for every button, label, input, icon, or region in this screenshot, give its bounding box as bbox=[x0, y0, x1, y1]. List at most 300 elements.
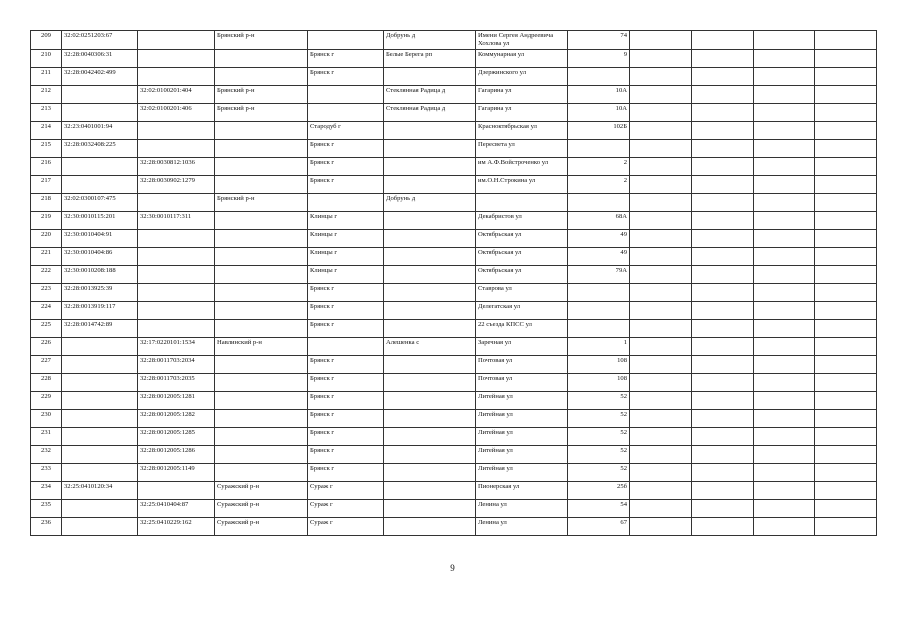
row-number-cell: 229 bbox=[31, 392, 62, 410]
cadastral-number-cell bbox=[62, 158, 138, 176]
locality-cell: Белые Берега рп bbox=[384, 50, 476, 68]
empty-cell bbox=[815, 158, 877, 176]
locality-cell bbox=[384, 320, 476, 338]
empty-cell bbox=[815, 86, 877, 104]
street-cell: Октябрьская ул bbox=[476, 266, 568, 284]
table-row bbox=[31, 248, 877, 266]
district-cell bbox=[215, 158, 308, 176]
cadastral-number-cell: 32:28:0013925:39 bbox=[62, 284, 138, 302]
empty-cell bbox=[815, 338, 877, 356]
empty-cell bbox=[815, 140, 877, 158]
house-number-cell: 67 bbox=[568, 518, 630, 536]
table-row bbox=[31, 122, 877, 140]
district-cell: Брянский р-н bbox=[215, 194, 308, 212]
cadastral-number-2-cell bbox=[138, 302, 215, 320]
street-cell: Октябрьская ул bbox=[476, 230, 568, 248]
table-row bbox=[31, 140, 877, 158]
empty-cell bbox=[754, 104, 815, 122]
table-row bbox=[31, 374, 877, 392]
cadastral-number-cell: 32:02:0300107:475 bbox=[62, 194, 138, 212]
district-cell: Суражский р-н bbox=[215, 500, 308, 518]
locality-cell bbox=[384, 212, 476, 230]
district-cell bbox=[215, 320, 308, 338]
house-number-cell: 1 bbox=[568, 338, 630, 356]
empty-cell bbox=[754, 302, 815, 320]
city-cell bbox=[308, 104, 384, 122]
table-row bbox=[31, 284, 877, 302]
cadastral-number-2-cell: 32:28:0011703:2035 bbox=[138, 374, 215, 392]
cadastral-number-2-cell: 32:25:0410404:87 bbox=[138, 500, 215, 518]
empty-cell bbox=[630, 410, 692, 428]
row-number-cell: 227 bbox=[31, 356, 62, 374]
locality-cell bbox=[384, 410, 476, 428]
empty-cell bbox=[630, 140, 692, 158]
empty-cell bbox=[754, 212, 815, 230]
row-number-cell: 217 bbox=[31, 176, 62, 194]
city-cell: Клинцы г bbox=[308, 230, 384, 248]
empty-cell bbox=[815, 194, 877, 212]
empty-cell bbox=[754, 68, 815, 86]
empty-cell bbox=[754, 410, 815, 428]
street-cell: им А.Ф.Войстроченко ул bbox=[476, 158, 568, 176]
district-cell bbox=[215, 374, 308, 392]
district-cell bbox=[215, 230, 308, 248]
locality-cell: Стеклянная Радица д bbox=[384, 86, 476, 104]
empty-cell bbox=[630, 194, 692, 212]
empty-cell bbox=[815, 320, 877, 338]
locality-cell bbox=[384, 140, 476, 158]
locality-cell bbox=[384, 68, 476, 86]
empty-cell bbox=[692, 266, 754, 284]
locality-cell bbox=[384, 284, 476, 302]
street-cell: Литейная ул bbox=[476, 428, 568, 446]
empty-cell bbox=[754, 338, 815, 356]
city-cell: Стародуб г bbox=[308, 122, 384, 140]
empty-cell bbox=[692, 212, 754, 230]
empty-cell bbox=[754, 446, 815, 464]
empty-cell bbox=[692, 518, 754, 536]
house-number-cell: 102Б bbox=[568, 122, 630, 140]
cadastral-number-cell bbox=[62, 374, 138, 392]
empty-cell bbox=[815, 212, 877, 230]
table-row bbox=[31, 158, 877, 176]
empty-cell bbox=[815, 266, 877, 284]
row-number-cell: 235 bbox=[31, 500, 62, 518]
house-number-cell bbox=[568, 302, 630, 320]
cadastral-number-cell: 32:23:0401001:94 bbox=[62, 122, 138, 140]
cadastral-number-cell bbox=[62, 500, 138, 518]
cadastral-number-cell bbox=[62, 410, 138, 428]
district-cell bbox=[215, 410, 308, 428]
empty-cell bbox=[815, 302, 877, 320]
empty-cell bbox=[630, 518, 692, 536]
table-row bbox=[31, 212, 877, 230]
locality-cell bbox=[384, 374, 476, 392]
district-cell bbox=[215, 392, 308, 410]
empty-cell bbox=[754, 266, 815, 284]
row-number-cell: 225 bbox=[31, 320, 62, 338]
house-number-cell: 52 bbox=[568, 392, 630, 410]
city-cell bbox=[308, 31, 384, 50]
cadastral-number-cell bbox=[62, 86, 138, 104]
house-number-cell: 79А bbox=[568, 266, 630, 284]
empty-cell bbox=[815, 518, 877, 536]
cadastral-number-cell: 32:25:0410120:34 bbox=[62, 482, 138, 500]
cadastral-number-2-cell: 32:28:0030812:1036 bbox=[138, 158, 215, 176]
district-cell bbox=[215, 446, 308, 464]
locality-cell bbox=[384, 446, 476, 464]
cadastral-number-cell bbox=[62, 176, 138, 194]
empty-cell bbox=[754, 356, 815, 374]
empty-cell bbox=[630, 320, 692, 338]
house-number-cell: 52 bbox=[568, 410, 630, 428]
cadastral-number-cell bbox=[62, 338, 138, 356]
city-cell: Брянск г bbox=[308, 374, 384, 392]
empty-cell bbox=[815, 428, 877, 446]
locality-cell: Добрунь д bbox=[384, 31, 476, 50]
empty-cell bbox=[692, 392, 754, 410]
house-number-cell: 10А bbox=[568, 104, 630, 122]
street-cell: Делегатская ул bbox=[476, 302, 568, 320]
empty-cell bbox=[692, 500, 754, 518]
district-cell: Брянский р-н bbox=[215, 86, 308, 104]
empty-cell bbox=[754, 158, 815, 176]
city-cell: Сураж г bbox=[308, 500, 384, 518]
house-number-cell: 10А bbox=[568, 86, 630, 104]
city-cell: Брянск г bbox=[308, 158, 384, 176]
district-cell bbox=[215, 266, 308, 284]
empty-cell bbox=[692, 194, 754, 212]
street-cell: Литейная ул bbox=[476, 410, 568, 428]
row-number-cell: 226 bbox=[31, 338, 62, 356]
table-row bbox=[31, 104, 877, 122]
city-cell: Брянск г bbox=[308, 356, 384, 374]
empty-cell bbox=[630, 158, 692, 176]
city-cell: Сураж г bbox=[308, 518, 384, 536]
empty-cell bbox=[815, 410, 877, 428]
house-number-cell bbox=[568, 68, 630, 86]
city-cell: Брянск г bbox=[308, 410, 384, 428]
street-cell: Ленина ул bbox=[476, 500, 568, 518]
city-cell: Брянск г bbox=[308, 50, 384, 68]
house-number-cell: 2 bbox=[568, 158, 630, 176]
house-number-cell: 108 bbox=[568, 374, 630, 392]
empty-cell bbox=[754, 374, 815, 392]
cadastral-number-2-cell bbox=[138, 31, 215, 50]
empty-cell bbox=[754, 320, 815, 338]
cadastral-number-2-cell bbox=[138, 284, 215, 302]
cadastral-number-cell: 32:28:0014742:89 bbox=[62, 320, 138, 338]
cadastral-number-2-cell bbox=[138, 230, 215, 248]
table-row bbox=[31, 482, 877, 500]
row-number-cell: 224 bbox=[31, 302, 62, 320]
city-cell: Брянск г bbox=[308, 320, 384, 338]
cadastral-number-2-cell: 32:28:0012005:1286 bbox=[138, 446, 215, 464]
street-cell: Литейная ул bbox=[476, 464, 568, 482]
empty-cell bbox=[630, 50, 692, 68]
row-number-cell: 210 bbox=[31, 50, 62, 68]
empty-cell bbox=[692, 158, 754, 176]
street-cell: Почтовая ул bbox=[476, 374, 568, 392]
district-cell bbox=[215, 248, 308, 266]
house-number-cell bbox=[568, 320, 630, 338]
row-number-cell: 214 bbox=[31, 122, 62, 140]
empty-cell bbox=[692, 86, 754, 104]
row-number-cell: 233 bbox=[31, 464, 62, 482]
empty-cell bbox=[754, 194, 815, 212]
table-row bbox=[31, 410, 877, 428]
empty-cell bbox=[630, 500, 692, 518]
empty-cell bbox=[692, 68, 754, 86]
empty-cell bbox=[692, 104, 754, 122]
row-number-cell: 220 bbox=[31, 230, 62, 248]
city-cell: Брянск г bbox=[308, 176, 384, 194]
empty-cell bbox=[692, 248, 754, 266]
table-row bbox=[31, 464, 877, 482]
locality-cell bbox=[384, 518, 476, 536]
empty-cell bbox=[754, 428, 815, 446]
table-row bbox=[31, 266, 877, 284]
city-cell: Брянск г bbox=[308, 140, 384, 158]
empty-cell bbox=[630, 464, 692, 482]
table-row bbox=[31, 428, 877, 446]
cadastral-number-cell: 32:30:0010208:188 bbox=[62, 266, 138, 284]
empty-cell bbox=[692, 410, 754, 428]
table-row bbox=[31, 338, 877, 356]
house-number-cell: 49 bbox=[568, 230, 630, 248]
city-cell: Брянск г bbox=[308, 446, 384, 464]
locality-cell bbox=[384, 248, 476, 266]
cadastral-number-cell: 32:28:0042402:499 bbox=[62, 68, 138, 86]
district-cell: Суражский р-н bbox=[215, 518, 308, 536]
empty-cell bbox=[630, 266, 692, 284]
city-cell: Брянск г bbox=[308, 68, 384, 86]
empty-cell bbox=[692, 50, 754, 68]
table-row bbox=[31, 392, 877, 410]
cadastral-number-2-cell: 32:17:0220101:1534 bbox=[138, 338, 215, 356]
empty-cell bbox=[754, 31, 815, 50]
empty-cell bbox=[754, 392, 815, 410]
city-cell: Брянск г bbox=[308, 302, 384, 320]
house-number-cell: 52 bbox=[568, 428, 630, 446]
locality-cell: Алешенка с bbox=[384, 338, 476, 356]
district-cell bbox=[215, 68, 308, 86]
cadastral-number-cell bbox=[62, 518, 138, 536]
cadastral-number-2-cell bbox=[138, 320, 215, 338]
street-cell: Ленина ул bbox=[476, 518, 568, 536]
city-cell bbox=[308, 338, 384, 356]
cadastral-number-2-cell: 32:28:0030902:1279 bbox=[138, 176, 215, 194]
street-cell: Литейная ул bbox=[476, 392, 568, 410]
empty-cell bbox=[692, 446, 754, 464]
house-number-cell: 52 bbox=[568, 446, 630, 464]
empty-cell bbox=[630, 302, 692, 320]
house-number-cell bbox=[568, 284, 630, 302]
empty-cell bbox=[815, 104, 877, 122]
empty-cell bbox=[815, 500, 877, 518]
table-row bbox=[31, 68, 877, 86]
empty-cell bbox=[815, 356, 877, 374]
table-row bbox=[31, 446, 877, 464]
street-cell: Гагарина ул bbox=[476, 104, 568, 122]
cadastral-number-2-cell: 32:28:0012005:1281 bbox=[138, 392, 215, 410]
cadastral-number-cell: 32:28:0040306:31 bbox=[62, 50, 138, 68]
district-cell bbox=[215, 464, 308, 482]
row-number-cell: 228 bbox=[31, 374, 62, 392]
row-number-cell: 216 bbox=[31, 158, 62, 176]
street-cell: Октябрьская ул bbox=[476, 248, 568, 266]
empty-cell bbox=[692, 356, 754, 374]
locality-cell bbox=[384, 122, 476, 140]
table-row bbox=[31, 500, 877, 518]
house-number-cell: 49 bbox=[568, 248, 630, 266]
empty-cell bbox=[815, 176, 877, 194]
street-cell: Заречная ул bbox=[476, 338, 568, 356]
district-cell bbox=[215, 284, 308, 302]
empty-cell bbox=[630, 122, 692, 140]
table-row bbox=[31, 302, 877, 320]
house-number-cell: 54 bbox=[568, 500, 630, 518]
cadastral-number-2-cell: 32:28:0012005:1282 bbox=[138, 410, 215, 428]
empty-cell bbox=[754, 248, 815, 266]
empty-cell bbox=[815, 248, 877, 266]
empty-cell bbox=[692, 284, 754, 302]
row-number-cell: 223 bbox=[31, 284, 62, 302]
house-number-cell: 25б bbox=[568, 482, 630, 500]
street-cell: Пересвета ул bbox=[476, 140, 568, 158]
cadastral-number-2-cell: 32:28:0012005:1149 bbox=[138, 464, 215, 482]
street-cell: Красноктябрьская ул bbox=[476, 122, 568, 140]
district-cell: Навлинский р-н bbox=[215, 338, 308, 356]
row-number-cell: 219 bbox=[31, 212, 62, 230]
row-number-cell: 222 bbox=[31, 266, 62, 284]
empty-cell bbox=[692, 374, 754, 392]
street-cell: Дзержинского ул bbox=[476, 68, 568, 86]
empty-cell bbox=[754, 464, 815, 482]
empty-cell bbox=[754, 482, 815, 500]
table-row bbox=[31, 31, 877, 50]
cadastral-number-cell: 32:30:0010404:91 bbox=[62, 230, 138, 248]
city-cell: Сураж г bbox=[308, 482, 384, 500]
locality-cell bbox=[384, 482, 476, 500]
district-cell bbox=[215, 122, 308, 140]
page-number: 9 bbox=[450, 563, 455, 573]
row-number-cell: 211 bbox=[31, 68, 62, 86]
empty-cell bbox=[815, 230, 877, 248]
row-number-cell: 231 bbox=[31, 428, 62, 446]
empty-cell bbox=[630, 68, 692, 86]
district-cell bbox=[215, 428, 308, 446]
cadastral-number-2-cell bbox=[138, 266, 215, 284]
table-row bbox=[31, 230, 877, 248]
cadastral-number-cell bbox=[62, 104, 138, 122]
empty-cell bbox=[630, 284, 692, 302]
row-number-cell: 213 bbox=[31, 104, 62, 122]
city-cell: Брянск г bbox=[308, 428, 384, 446]
empty-cell bbox=[692, 31, 754, 50]
street-cell bbox=[476, 194, 568, 212]
district-cell bbox=[215, 302, 308, 320]
locality-cell bbox=[384, 392, 476, 410]
empty-cell bbox=[754, 230, 815, 248]
house-number-cell: 52 bbox=[568, 464, 630, 482]
street-cell: Ставрова ул bbox=[476, 284, 568, 302]
empty-cell bbox=[630, 338, 692, 356]
row-number-cell: 234 bbox=[31, 482, 62, 500]
house-number-cell bbox=[568, 194, 630, 212]
row-number-cell: 215 bbox=[31, 140, 62, 158]
cadastral-number-2-cell: 32:02:0100201:404 bbox=[138, 86, 215, 104]
empty-cell bbox=[630, 176, 692, 194]
empty-cell bbox=[692, 230, 754, 248]
district-cell bbox=[215, 212, 308, 230]
empty-cell bbox=[630, 86, 692, 104]
cadastral-number-cell bbox=[62, 464, 138, 482]
locality-cell bbox=[384, 500, 476, 518]
cadastral-number-cell: 32:02:0251203:67 bbox=[62, 31, 138, 50]
locality-cell bbox=[384, 464, 476, 482]
empty-cell bbox=[692, 482, 754, 500]
table-row bbox=[31, 320, 877, 338]
empty-cell bbox=[754, 122, 815, 140]
district-cell bbox=[215, 50, 308, 68]
empty-cell bbox=[815, 50, 877, 68]
cadastral-number-2-cell bbox=[138, 50, 215, 68]
district-cell: Суражский р-н bbox=[215, 482, 308, 500]
street-cell: Гагарина ул bbox=[476, 86, 568, 104]
row-number-cell: 212 bbox=[31, 86, 62, 104]
district-cell bbox=[215, 356, 308, 374]
empty-cell bbox=[630, 230, 692, 248]
row-number-cell: 209 bbox=[31, 31, 62, 50]
empty-cell bbox=[692, 302, 754, 320]
cadastral-number-cell: 32:30:0010115:201 bbox=[62, 212, 138, 230]
empty-cell bbox=[815, 122, 877, 140]
city-cell: Клинцы г bbox=[308, 212, 384, 230]
house-number-cell: 68А bbox=[568, 212, 630, 230]
row-number-cell: 230 bbox=[31, 410, 62, 428]
empty-cell bbox=[754, 284, 815, 302]
empty-cell bbox=[630, 31, 692, 50]
street-cell: Коммунарная ул bbox=[476, 50, 568, 68]
cadastral-number-2-cell: 32:30:0010117:311 bbox=[138, 212, 215, 230]
city-cell: Брянск г bbox=[308, 392, 384, 410]
empty-cell bbox=[630, 374, 692, 392]
city-cell bbox=[308, 194, 384, 212]
empty-cell bbox=[630, 356, 692, 374]
house-number-cell bbox=[568, 140, 630, 158]
cadastral-number-cell: 32:30:0010404:86 bbox=[62, 248, 138, 266]
empty-cell bbox=[630, 104, 692, 122]
empty-cell bbox=[692, 338, 754, 356]
empty-cell bbox=[630, 212, 692, 230]
locality-cell bbox=[384, 266, 476, 284]
cadastral-number-2-cell: 32:02:0100201:406 bbox=[138, 104, 215, 122]
locality-cell: Стеклянная Радица д bbox=[384, 104, 476, 122]
empty-cell bbox=[692, 428, 754, 446]
city-cell: Брянск г bbox=[308, 464, 384, 482]
district-cell bbox=[215, 140, 308, 158]
cadastral-number-cell bbox=[62, 392, 138, 410]
row-number-cell: 218 bbox=[31, 194, 62, 212]
street-cell: 22 съезда КПСС ул bbox=[476, 320, 568, 338]
cadastral-number-cell bbox=[62, 428, 138, 446]
cadastral-number-cell: 32:28:0032408:225 bbox=[62, 140, 138, 158]
house-number-cell: 9 bbox=[568, 50, 630, 68]
table-row bbox=[31, 50, 877, 68]
street-cell: Декабристов ул bbox=[476, 212, 568, 230]
city-cell: Брянск г bbox=[308, 284, 384, 302]
